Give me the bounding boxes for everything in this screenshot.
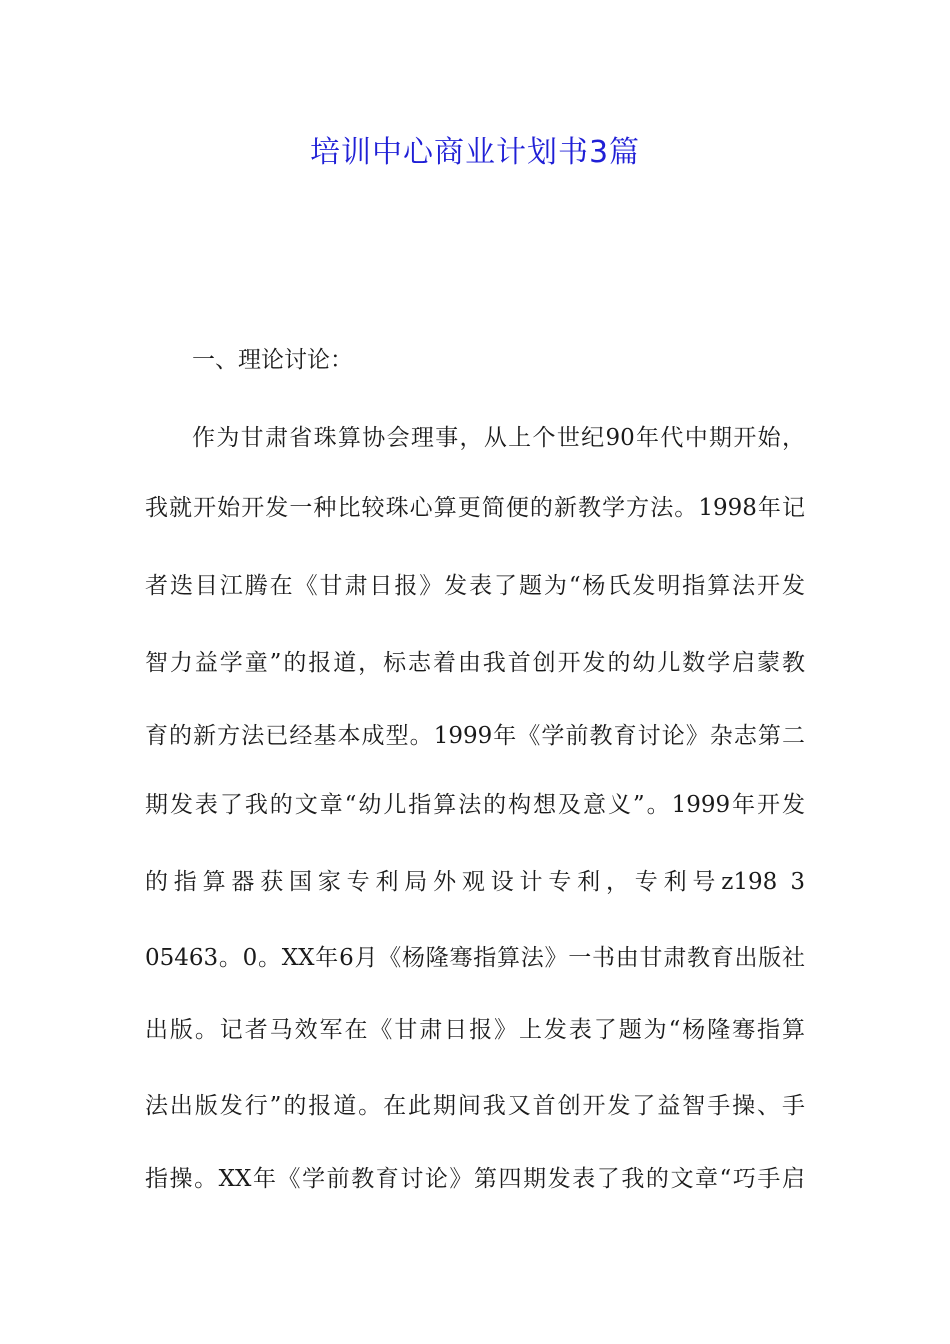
- paragraph-line: 者迭目江腾在《甘肃日报》发表了题为“杨氏发明指算法开发: [145, 573, 805, 599]
- paragraph-line: 出版。记者马效军在《甘肃日报》上发表了题为“杨隆骞指算: [145, 1017, 805, 1043]
- paragraph-line: 作为甘肃省珠算协会理事，从上个世纪90年代中期开始，: [192, 425, 805, 451]
- paragraph-line: 的指算器获国家专利局外观设计专利，专利号z198 3: [145, 869, 805, 895]
- paragraph-line: 期发表了我的文章“幼儿指算法的构想及意义”。1999年开发: [145, 792, 805, 818]
- section-heading: 一、理论讨论：: [192, 347, 353, 373]
- paragraph-line: 育的新方法已经基本成型。1999年《学前教育讨论》杂志第二: [145, 723, 805, 749]
- paragraph-line: 智力益学童”的报道，标志着由我首创开发的幼儿数学启蒙教: [145, 650, 805, 676]
- document-title: 培训中心商业计划书3篇: [309, 135, 641, 170]
- paragraph-line: 法出版发行”的报道。在此期间我又首创开发了益智手操、手: [145, 1093, 805, 1119]
- paragraph-line: 指操。XX年《学前教育讨论》第四期发表了我的文章“巧手启: [145, 1166, 805, 1192]
- paragraph-line: 我就开始开发一种比较珠心算更简便的新教学方法。1998年记: [145, 495, 805, 521]
- paragraph-line: 05463。0。XX年6月《杨隆骞指算法》一书由甘肃教育出版社: [145, 945, 805, 971]
